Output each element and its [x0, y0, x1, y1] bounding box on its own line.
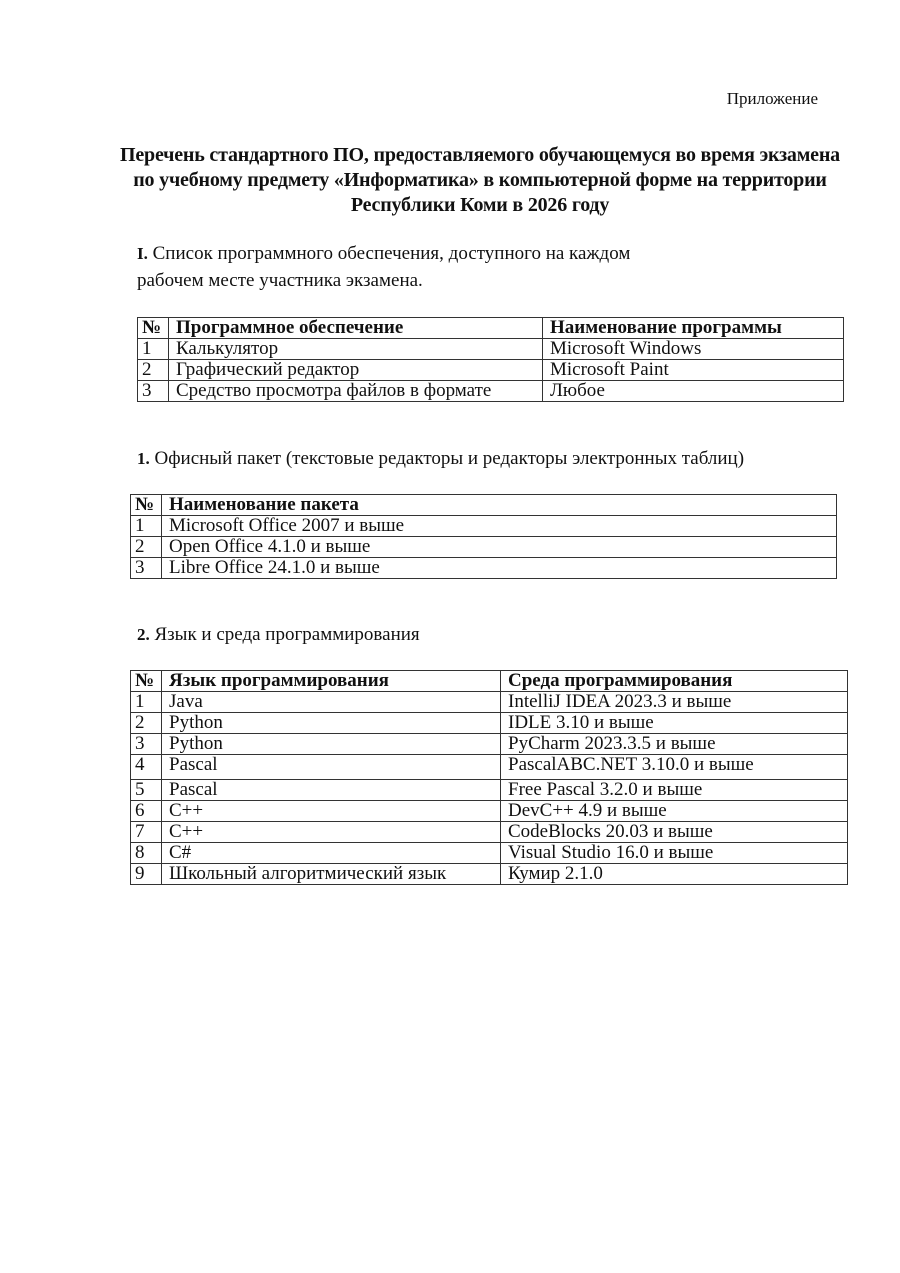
cell-environment: Кумир 2.1.0: [501, 864, 848, 885]
table-row: [131, 755, 848, 780]
cell-num: 4: [131, 755, 162, 780]
cell-package: Libre Office 24.1.0 и выше: [162, 558, 837, 579]
cell-num: 2: [131, 713, 162, 734]
cell-environment: PascalABC.NET 3.10.0 и выше: [501, 755, 848, 780]
table-row: [131, 692, 848, 713]
table-row: [131, 801, 848, 822]
section-programming-heading: [137, 621, 420, 648]
office-table: [130, 494, 837, 579]
cell-num: 5: [131, 780, 162, 801]
table-header-row: [138, 318, 844, 339]
section-marker: 1.: [137, 449, 150, 468]
cell-language: Java: [162, 692, 501, 713]
table-row: [131, 780, 848, 801]
software-table: [137, 317, 844, 402]
cell-num: 7: [131, 822, 162, 843]
cell-num: 2: [138, 360, 169, 381]
programming-table: [130, 670, 848, 885]
cell-language: C++: [162, 822, 501, 843]
section-text: Язык и среда программирования: [154, 624, 420, 645]
table-row: [131, 822, 848, 843]
cell-num: 3: [138, 381, 169, 402]
cell-environment: IDLE 3.10 и выше: [501, 713, 848, 734]
header-cell: №: [138, 318, 169, 339]
table-row: [138, 381, 844, 402]
table-header-row: [131, 495, 837, 516]
cell-num: 1: [131, 692, 162, 713]
section-marker: I.: [137, 244, 148, 263]
table-header-row: [131, 671, 848, 692]
cell-num: 2: [131, 537, 162, 558]
cell-language: C#: [162, 843, 501, 864]
table-row: [131, 713, 848, 734]
header-cell: №: [131, 495, 162, 516]
table-row: [131, 843, 848, 864]
table-row: [131, 734, 848, 755]
table-row: [131, 558, 837, 579]
section-main-heading: [137, 240, 630, 294]
cell-environment: Visual Studio 16.0 и выше: [501, 843, 848, 864]
cell-num: 1: [131, 516, 162, 537]
table-row: [138, 339, 844, 360]
cell-package: Open Office 4.1.0 и выше: [162, 537, 837, 558]
header-cell: Наименование пакета: [162, 495, 837, 516]
cell-language: Python: [162, 713, 501, 734]
header-cell: Наименование программы: [543, 318, 844, 339]
section-office-heading: [137, 445, 744, 472]
cell-environment: PyCharm 2023.3.5 и выше: [501, 734, 848, 755]
document-title: Перечень стандартного ПО, предоставляемого обучающемуся во время экзамена по учебному предмету «Информатика» в компьютерной форме на территории Республики Коми в 2026 году: [120, 144, 840, 216]
cell-package: Microsoft Office 2007 и выше: [162, 516, 837, 537]
table-row: [131, 516, 837, 537]
cell-num: 6: [131, 801, 162, 822]
cell-program: Microsoft Paint: [543, 360, 844, 381]
cell-num: 9: [131, 864, 162, 885]
header-cell: №: [131, 671, 162, 692]
cell-software: Средство просмотра файлов в формате: [169, 381, 543, 402]
cell-num: 1: [138, 339, 169, 360]
section-text-cont: рабочем месте участника экзамена.: [137, 270, 423, 291]
cell-language: Python: [162, 734, 501, 755]
cell-environment: Free Pascal 3.2.0 и выше: [501, 780, 848, 801]
table-row: [131, 537, 837, 558]
cell-num: 8: [131, 843, 162, 864]
header-cell: Язык программирования: [162, 671, 501, 692]
table-row: [131, 864, 848, 885]
table-row: [138, 360, 844, 381]
cell-num: 3: [131, 734, 162, 755]
cell-program: Microsoft Windows: [543, 339, 844, 360]
appendix-label: Приложение: [726, 89, 818, 108]
cell-environment: CodeBlocks 20.03 и выше: [501, 822, 848, 843]
cell-language: Pascal: [162, 755, 501, 780]
section-marker: 2.: [137, 625, 150, 644]
section-text: Список программного обеспечения, доступного на каждом: [152, 243, 631, 264]
cell-language: C++: [162, 801, 501, 822]
header-cell: Среда программирования: [501, 671, 848, 692]
cell-program: Любое: [543, 381, 844, 402]
cell-environment: DevC++ 4.9 и выше: [501, 801, 848, 822]
cell-software: Калькулятор: [169, 339, 543, 360]
section-text: Офисный пакет (текстовые редакторы и редакторы электронных таблиц): [154, 448, 745, 469]
cell-software: Графический редактор: [169, 360, 543, 381]
cell-environment: IntelliJ IDEA 2023.3 и выше: [501, 692, 848, 713]
cell-language: Pascal: [162, 780, 501, 801]
cell-language: Школьный алгоритмический язык: [162, 864, 501, 885]
header-cell: Программное обеспечение: [169, 318, 543, 339]
cell-num: 3: [131, 558, 162, 579]
